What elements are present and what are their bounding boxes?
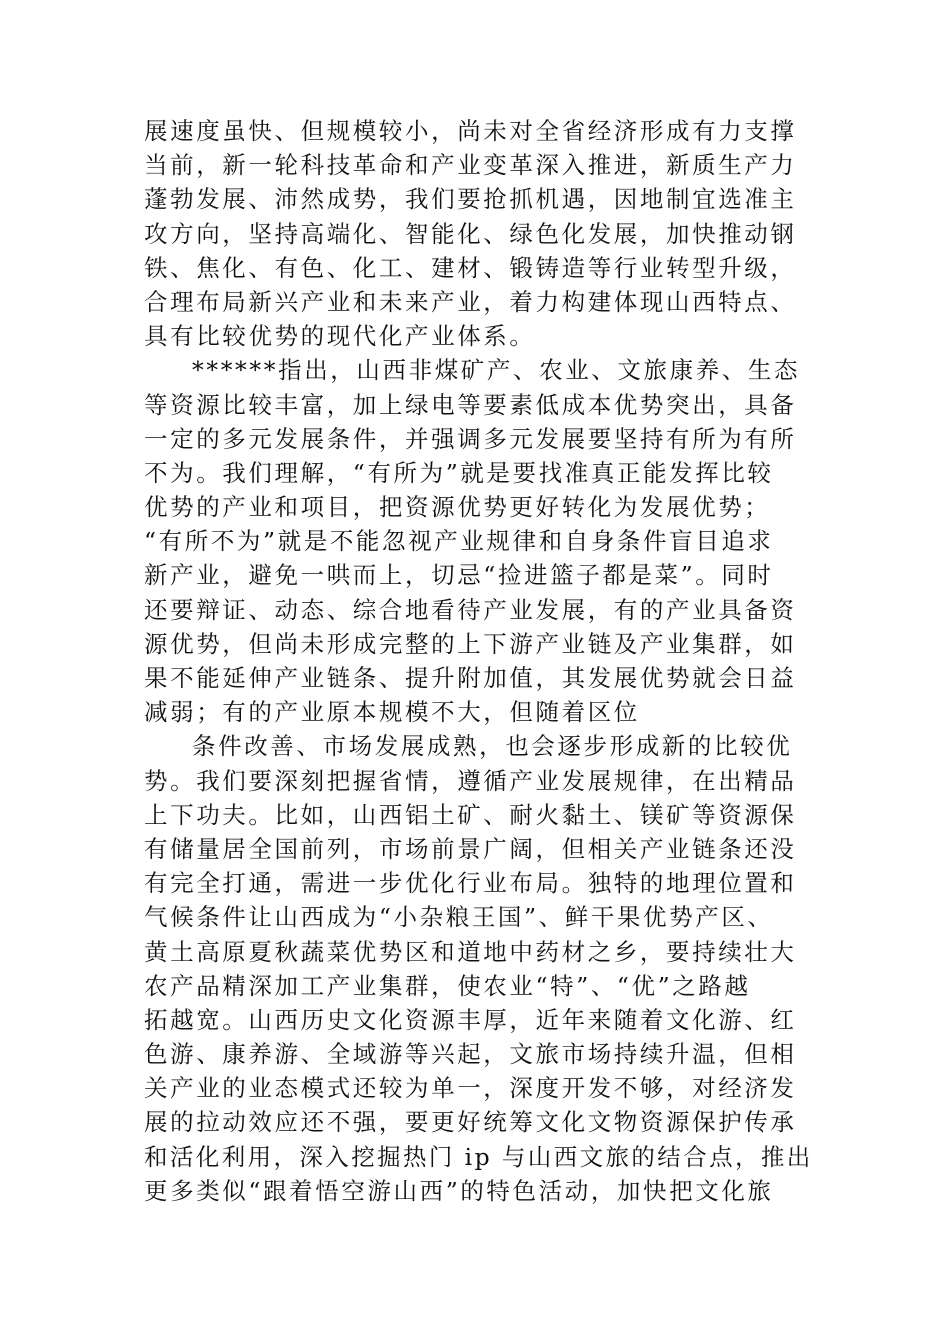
text-line: 关产业的业态模式还较为单一，深度开发不够，对经济发 [144, 1074, 797, 1103]
text-line: 合理布局新兴产业和未来产业，着力构建体现山西特点、 [144, 287, 797, 316]
text-line: 还要辩证、动态、综合地看待产业发展，有的产业具备资 [144, 595, 797, 624]
text-line: 当前，新一轮科技革命和产业变革深入推进，新质生产力 [144, 151, 797, 180]
text-line: 等资源比较丰富，加上绿电等要素低成本优势突出，具备 [144, 390, 797, 419]
text-line: ******指出，山西非煤矿产、农业、文旅康养、生态 [192, 356, 801, 385]
text-line: 具有比较优势的现代化产业体系。 [144, 322, 536, 351]
text-line: 源优势，但尚未形成完整的上下游产业链及产业集群，如 [144, 629, 797, 658]
text-line: 黄土高原夏秋蔬菜优势区和道地中药材之乡，要持续壮大 [144, 937, 797, 966]
text-line: “有所不为”就是不能忽视产业规律和自身条件盲目追求 [144, 527, 774, 556]
text-line: 攻方向，坚持高端化、智能化、绿色化发展，加快推动钢 [144, 219, 797, 248]
text-line: 蓬勃发展、沛然成势，我们要抢抓机遇，因地制宜选准主 [144, 185, 797, 214]
text-line: 有储量居全国前列，市场前景广阔，但相关产业链条还没 [144, 834, 797, 863]
text-line: 农产品精深加工产业集群，使农业“特”、“优”之路越 [144, 971, 751, 1000]
text-line: 拓越宽。山西历史文化资源丰厚，近年来随着文化游、红 [144, 1005, 797, 1034]
text-line: 展速度虽快、但规模较小，尚未对全省经济形成有力支撑 [144, 117, 797, 145]
text-line: 势。我们要深刻把握省情，遵循产业发展规律，在出精品 [144, 766, 797, 795]
text-line: 展的拉动效应还不强，要更好统筹文化文物资源保护传承 [144, 1108, 797, 1137]
text-line: 更多类似“跟着悟空游山西”的特色活动，加快把文化旅 [144, 1176, 774, 1205]
text-line: 条件改善、市场发展成熟，也会逐步形成新的比较优 [192, 732, 793, 761]
text-line: 减弱；有的产业原本规模不大，但随着区位 [144, 698, 640, 727]
text-line: 铁、焦化、有色、化工、建材、锻铸造等行业转型升级， [144, 253, 797, 282]
text-line: 上下功夫。比如，山西铝土矿、耐火黏土、镁矿等资源保 [144, 800, 797, 829]
text-line: 新产业，避免一哄而上，切忌“捡进篮子都是菜”。同时 [144, 561, 774, 590]
text-line: 果不能延伸产业链条、提升附加值，其发展优势就会日益 [144, 664, 797, 692]
text-line: 气候条件让山西成为“小杂粮王国”、鲜干果优势产区、 [144, 903, 774, 932]
text-line: 不为。我们理解，“有所为”就是要找准真正能发挥比较 [144, 458, 774, 487]
text-line: 和活化利用，深入挖掘热门 ip 与山西文旅的结合点，推出 [144, 1142, 813, 1171]
text-line: 优势的产业和项目，把资源优势更好转化为发展优势； [144, 493, 771, 522]
body-text [144, 114, 814, 1208]
text-line: 色游、康养游、全域游等兴起，文旅市场持续升温，但相 [144, 1040, 797, 1069]
text-line: 一定的多元发展条件，并强调多元发展要坚持有所为有所 [144, 424, 797, 453]
text-line: 有完全打通，需进一步优化行业布局。独特的地理位置和 [144, 869, 797, 898]
